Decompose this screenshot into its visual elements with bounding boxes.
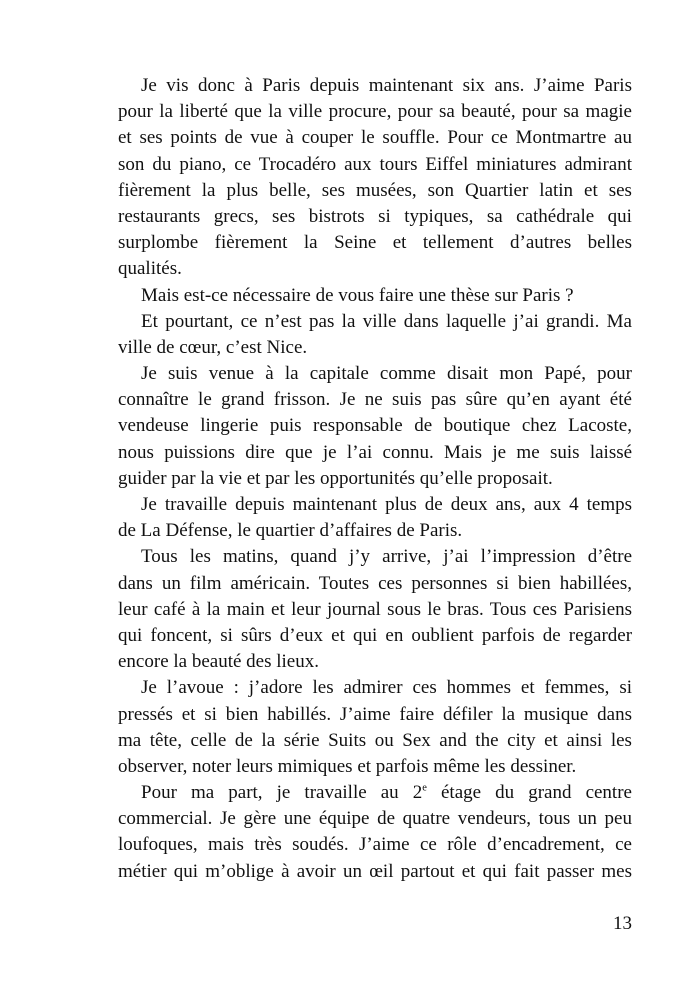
text-line-content: commercial. Je gère une équipe de quatre vendeurs, tous un peu xyxy=(118,808,632,830)
text-line xyxy=(118,152,632,178)
paragraph xyxy=(118,492,632,544)
text-line xyxy=(118,204,632,230)
text-line-content: encore la beauté des lieux. xyxy=(118,651,319,673)
text-line xyxy=(118,361,632,387)
text-line xyxy=(118,780,632,806)
text-line xyxy=(118,413,632,439)
text-line-content: guider par la vie et par les opportunités qu’elle proposait. xyxy=(118,467,553,489)
text-line-content: nous puissions dire que je l’ai connu. Mais je me suis laissé xyxy=(118,441,632,463)
text-line xyxy=(118,832,632,858)
book-page-text xyxy=(118,73,632,885)
text-line-content: leur café à la main et leur journal sous le bras. Tous ces Parisiens xyxy=(118,598,632,620)
text-line xyxy=(118,649,632,675)
text-line xyxy=(118,544,632,570)
text-line-content: ville de cœur, c’est Nice. xyxy=(118,336,308,358)
text-line-content: de La Défense, le quartier d’affaires de Paris. xyxy=(118,520,463,542)
paragraph xyxy=(118,544,632,675)
paragraph xyxy=(118,309,632,361)
text-line-content: fièrement la plus belle, ses musées, son Quartier latin et ses xyxy=(118,179,632,201)
text-line xyxy=(118,859,632,885)
text-line-content: observer, noter leurs mimiques et parfois même les dessiner. xyxy=(118,755,577,777)
text-line-content: métier qui m’oblige à avoir un œil partout et qui fait passer mes xyxy=(118,860,632,882)
text-line xyxy=(118,387,632,413)
text-line xyxy=(118,702,632,728)
paragraph xyxy=(118,73,632,283)
text-line xyxy=(118,335,632,361)
text-line xyxy=(118,492,632,518)
text-line-content: Mais est-ce nécessaire de vous faire une thèse sur Paris ? xyxy=(141,284,574,306)
paragraph xyxy=(118,283,632,309)
text-line xyxy=(118,256,632,282)
paragraph xyxy=(118,361,632,492)
text-line-content: surplombe fièrement la Seine et tellement d’autres belles xyxy=(118,232,632,254)
text-line-content: dans un film américain. Toutes ces personnes si bien habillées, xyxy=(118,572,632,594)
text-line xyxy=(118,178,632,204)
text-line-content: restaurants grecs, ses bistrots si typiques, sa cathédrale qui xyxy=(118,205,632,227)
text-fragment: étage du grand centre xyxy=(426,782,632,804)
text-line-content xyxy=(141,782,632,803)
text-line xyxy=(118,518,632,544)
text-line-content: qualités. xyxy=(118,258,182,280)
text-line xyxy=(118,597,632,623)
text-line-content: ma tête, celle de la série Suits ou Sex and the city et ainsi les xyxy=(118,729,632,751)
text-line xyxy=(118,283,632,309)
text-line xyxy=(118,230,632,256)
text-line xyxy=(118,623,632,649)
text-line xyxy=(118,440,632,466)
paragraph xyxy=(118,675,632,780)
text-line xyxy=(118,754,632,780)
text-line xyxy=(118,675,632,701)
text-line-content: qui foncent, si sûrs d’eux et qui en oublient parfois de regarder xyxy=(118,624,632,646)
text-line-content: Je vis donc à Paris depuis maintenant six ans. J’aime Paris xyxy=(141,75,632,96)
text-line-content: Je l’avoue : j’adore les admirer ces hommes et femmes, si xyxy=(141,677,632,699)
text-line-content: connaître le grand frisson. Je ne suis pas sûre qu’en ayant été xyxy=(118,389,632,411)
text-line xyxy=(118,571,632,597)
text-fragment: Pour ma part, je travaille au 2 xyxy=(141,782,423,804)
text-line xyxy=(118,728,632,754)
text-line xyxy=(118,125,632,151)
text-line-content: pressés et si bien habillés. J’aime faire défiler la musique dans xyxy=(118,703,632,725)
text-line-content: Je travaille depuis maintenant plus de deux ans, aux 4 temps xyxy=(141,494,632,515)
text-line-content: et ses points de vue à couper le souffle. Pour ce Montmartre au xyxy=(118,127,632,149)
text-line xyxy=(118,466,632,492)
text-line-content: vendeuse lingerie puis responsable de boutique chez Lacoste, xyxy=(118,415,632,437)
text-line-content: Et pourtant, ce n’est pas la ville dans laquelle j’ai grandi. Ma xyxy=(141,310,632,332)
text-line xyxy=(118,806,632,832)
text-line-content: loufoques, mais très soudés. J’aime ce rôle d’encadrement, ce xyxy=(118,834,632,856)
text-line-content: Tous les matins, quand j’y arrive, j’ai l’impression d’être xyxy=(141,546,632,568)
text-line-content: son du piano, ce Trocadéro aux tours Eiffel miniatures admirant xyxy=(118,153,632,175)
text-line-content: Je suis venue à la capitale comme disait mon Papé, pour xyxy=(141,363,632,385)
text-line xyxy=(118,309,632,335)
superscript: e xyxy=(422,782,427,794)
text-line xyxy=(118,99,632,125)
text-line xyxy=(118,73,632,99)
text-line-content: pour la liberté que la ville procure, pour sa beauté, pour sa magie xyxy=(118,101,632,123)
page-number: 13 xyxy=(613,913,632,934)
paragraph xyxy=(118,780,632,885)
